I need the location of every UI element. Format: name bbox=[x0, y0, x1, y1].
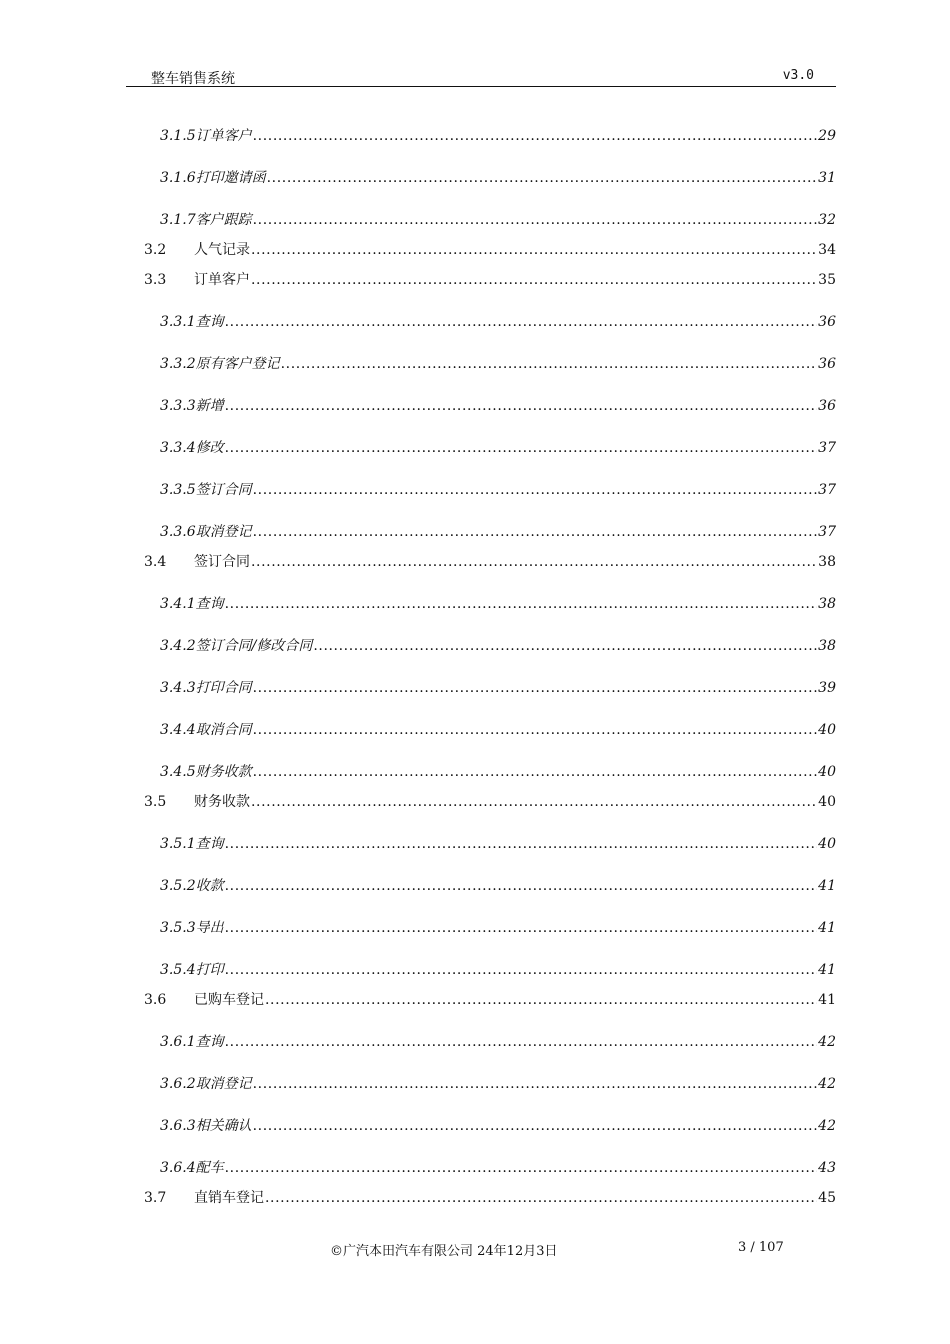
toc-entry-page: 41 bbox=[818, 962, 836, 978]
toc-leader-dots bbox=[225, 960, 818, 980]
toc-entry-page: 40 bbox=[818, 764, 836, 780]
toc-entry-number: 3.6.2 bbox=[160, 1076, 196, 1092]
toc-entry-text: 打印邀请函 bbox=[195, 170, 266, 186]
toc-entry-text: 配车 bbox=[195, 1160, 224, 1176]
toc-entry-page: 40 bbox=[818, 794, 836, 810]
toc-entry-page: 37 bbox=[818, 440, 836, 456]
toc-entry-text: 查询 bbox=[195, 1034, 224, 1050]
toc-entry-number: 3.4.2 bbox=[160, 638, 196, 654]
toc-entry-number: 3.6 bbox=[144, 992, 167, 1008]
toc-entry-text: 财务收款 bbox=[194, 794, 250, 810]
toc-leader-dots bbox=[253, 720, 818, 740]
toc-leader-dots bbox=[251, 270, 817, 290]
toc-entry-label bbox=[160, 210, 836, 230]
toc-leader-dots bbox=[225, 918, 818, 938]
toc-leader-dots bbox=[225, 876, 818, 896]
toc-leader-dots bbox=[313, 636, 817, 656]
toc-entry-label bbox=[160, 168, 836, 188]
toc-leader-dots bbox=[253, 126, 818, 146]
toc-entry-text: 订单客户 bbox=[194, 272, 250, 288]
toc-entry-text: 签订合同/修改合同 bbox=[195, 638, 313, 654]
toc-entry-page: 36 bbox=[818, 356, 836, 372]
toc-entry-number: 3.3.4 bbox=[160, 440, 196, 456]
toc-entry-label bbox=[144, 1188, 836, 1208]
toc-entry[interactable] bbox=[0, 240, 950, 260]
document-version: v3.0 bbox=[782, 68, 814, 83]
toc-entry-number: 3.5.2 bbox=[160, 878, 196, 894]
toc-entry-number: 3.1.5 bbox=[160, 128, 196, 144]
toc-entry[interactable] bbox=[0, 876, 950, 896]
toc-entry-text: 取消登记 bbox=[195, 1076, 252, 1092]
toc-entry-page: 42 bbox=[818, 1034, 836, 1050]
toc-entry-number: 3.2 bbox=[144, 242, 167, 258]
toc-entry[interactable] bbox=[0, 720, 950, 740]
toc-entry[interactable] bbox=[0, 990, 950, 1010]
toc-entry-text: 直销车登记 bbox=[194, 1190, 264, 1206]
toc-entry[interactable] bbox=[0, 1074, 950, 1094]
toc-entry-number: 3.5.4 bbox=[160, 962, 196, 978]
toc-entry-label bbox=[160, 480, 836, 500]
toc-entry-label bbox=[160, 678, 836, 698]
toc-entry-number: 3.1.7 bbox=[160, 212, 196, 228]
toc-entry-label bbox=[144, 990, 836, 1010]
toc-entry-text: 取消合同 bbox=[195, 722, 252, 738]
toc-entry-label bbox=[144, 240, 836, 260]
toc-entry[interactable] bbox=[0, 918, 950, 938]
toc-leader-dots bbox=[253, 762, 818, 782]
toc-entry-page: 41 bbox=[818, 920, 836, 936]
toc-entry-number: 3.3.2 bbox=[160, 356, 196, 372]
toc-entry-number: 3.4.3 bbox=[160, 680, 196, 696]
toc-entry-text: 签订合同 bbox=[194, 554, 250, 570]
toc-entry-page: 36 bbox=[818, 398, 836, 414]
page-footer bbox=[0, 1240, 950, 1260]
toc-entry[interactable] bbox=[0, 1188, 950, 1208]
toc-entry-label bbox=[144, 270, 836, 290]
toc-entry-number: 3.5.3 bbox=[160, 920, 196, 936]
toc-leader-dots bbox=[281, 354, 818, 374]
toc-entry-label bbox=[160, 1032, 836, 1052]
toc-entry-page: 38 bbox=[818, 554, 836, 570]
toc-entry-label bbox=[160, 354, 836, 374]
toc-entry-text: 导出 bbox=[195, 920, 224, 936]
toc-leader-dots bbox=[253, 1116, 818, 1136]
toc-entry-page: 45 bbox=[818, 1190, 836, 1206]
toc-entry-page: 41 bbox=[818, 992, 836, 1008]
toc-entry-number: 3.4.5 bbox=[160, 764, 196, 780]
toc-entry-number: 3.6.4 bbox=[160, 1160, 196, 1176]
toc-entry-text: 签订合同 bbox=[195, 482, 252, 498]
toc-leader-dots bbox=[251, 792, 817, 812]
toc-entry-page: 43 bbox=[818, 1160, 836, 1176]
toc-entry-page: 37 bbox=[818, 524, 836, 540]
toc-entry[interactable] bbox=[0, 480, 950, 500]
toc-entry-text: 打印 bbox=[195, 962, 224, 978]
toc-entry[interactable] bbox=[0, 960, 950, 980]
toc-entry[interactable] bbox=[0, 210, 950, 230]
toc-entry-text: 取消登记 bbox=[195, 524, 252, 540]
toc-entry-label bbox=[160, 522, 836, 542]
toc-entry-text: 人气记录 bbox=[194, 242, 250, 258]
toc-entry[interactable] bbox=[0, 552, 950, 572]
toc-entry-number: 3.3 bbox=[144, 272, 167, 288]
toc-leader-dots bbox=[225, 1158, 818, 1178]
toc-entry-number: 3.3.1 bbox=[160, 314, 196, 330]
toc-entry[interactable] bbox=[0, 636, 950, 656]
toc-entry-page: 37 bbox=[818, 482, 836, 498]
toc-entry[interactable] bbox=[0, 396, 950, 416]
toc-entry-text: 原有客户登记 bbox=[195, 356, 280, 372]
toc-leader-dots bbox=[253, 480, 818, 500]
toc-entry[interactable] bbox=[0, 678, 950, 698]
toc-entry-number: 3.3.6 bbox=[160, 524, 196, 540]
toc-entry-label bbox=[160, 834, 836, 854]
toc-entry-number: 3.7 bbox=[144, 1190, 167, 1206]
toc-entry-number: 3.3.3 bbox=[160, 398, 196, 414]
toc-leader-dots bbox=[253, 210, 818, 230]
toc-entry-text: 查询 bbox=[195, 596, 224, 612]
toc-entry-text: 订单客户 bbox=[195, 128, 252, 144]
toc-entry[interactable] bbox=[0, 1032, 950, 1052]
toc-entry-text: 修改 bbox=[195, 440, 224, 456]
toc-leader-dots bbox=[225, 1032, 818, 1052]
toc-entry-label bbox=[160, 918, 836, 938]
toc-leader-dots bbox=[265, 990, 817, 1010]
toc-entry-text: 查询 bbox=[195, 314, 224, 330]
toc-entry[interactable] bbox=[0, 438, 950, 458]
toc-leader-dots bbox=[267, 168, 818, 188]
toc-entry-label bbox=[144, 792, 836, 812]
toc-entry-number: 3.6.3 bbox=[160, 1118, 196, 1134]
toc-entry-label bbox=[160, 438, 836, 458]
toc-leader-dots bbox=[251, 240, 817, 260]
toc-entry-page: 36 bbox=[818, 314, 836, 330]
toc-entry-label bbox=[160, 312, 836, 332]
toc-entry-number: 3.4.1 bbox=[160, 596, 196, 612]
toc-entry-number: 3.1.6 bbox=[160, 170, 196, 186]
toc-entry-text: 已购车登记 bbox=[194, 992, 264, 1008]
toc-entry[interactable] bbox=[0, 126, 950, 146]
toc-entry-number: 3.3.5 bbox=[160, 482, 196, 498]
toc-entry-page: 40 bbox=[818, 836, 836, 852]
toc-entry-label bbox=[160, 720, 836, 740]
toc-entry-page: 42 bbox=[818, 1118, 836, 1134]
toc-entry-label bbox=[160, 1158, 836, 1178]
toc-entry[interactable] bbox=[0, 312, 950, 332]
toc-entry-number: 3.4 bbox=[144, 554, 167, 570]
toc-entry-text: 打印合同 bbox=[195, 680, 252, 696]
toc-leader-dots bbox=[253, 678, 818, 698]
toc-entry-label bbox=[160, 762, 836, 782]
toc-entry-page: 38 bbox=[818, 638, 836, 654]
toc-entry-page: 32 bbox=[818, 212, 836, 228]
toc-entry[interactable] bbox=[0, 594, 950, 614]
toc-entry-label bbox=[160, 636, 836, 656]
toc-entry-number: 3.4.4 bbox=[160, 722, 196, 738]
toc-entry[interactable] bbox=[0, 834, 950, 854]
toc-leader-dots bbox=[225, 594, 818, 614]
toc-leader-dots bbox=[225, 834, 818, 854]
toc-entry-text: 客户跟踪 bbox=[195, 212, 252, 228]
toc-entry-page: 38 bbox=[818, 596, 836, 612]
toc-entry-label bbox=[160, 960, 836, 980]
toc-entry-text: 查询 bbox=[195, 836, 224, 852]
toc-leader-dots bbox=[225, 396, 818, 416]
toc-entry[interactable] bbox=[0, 168, 950, 188]
toc-entry-page: 29 bbox=[818, 128, 836, 144]
toc-leader-dots bbox=[251, 552, 817, 572]
toc-entry-label bbox=[144, 552, 836, 572]
toc-leader-dots bbox=[265, 1188, 817, 1208]
toc-leader-dots bbox=[225, 438, 818, 458]
toc-entry-page: 41 bbox=[818, 878, 836, 894]
toc-entry[interactable] bbox=[0, 762, 950, 782]
toc-entry-label bbox=[160, 876, 836, 896]
toc-entry-page: 39 bbox=[818, 680, 836, 696]
toc-entry-text: 新增 bbox=[195, 398, 224, 414]
toc-entry[interactable] bbox=[0, 522, 950, 542]
toc-entry-page: 40 bbox=[818, 722, 836, 738]
toc-entry-label bbox=[160, 126, 836, 146]
toc-entry-number: 3.5 bbox=[144, 794, 167, 810]
toc-entry-label bbox=[160, 1116, 836, 1136]
footer-page-indicator: 3 / 107 bbox=[738, 1240, 784, 1255]
toc-entry-text: 收款 bbox=[195, 878, 224, 894]
toc-entry-label bbox=[160, 1074, 836, 1094]
footer-copyright: ©广汽本田汽车有限公司 24年12月3日 bbox=[330, 1244, 558, 1259]
document-title: 整车销售系统 bbox=[151, 71, 235, 87]
toc-entry-page: 35 bbox=[818, 272, 836, 288]
toc-entry[interactable] bbox=[0, 1116, 950, 1136]
toc-entry-number: 3.6.1 bbox=[160, 1034, 196, 1050]
toc-entry-label bbox=[160, 396, 836, 416]
toc-leader-dots bbox=[253, 522, 818, 542]
toc-entry-text: 相关确认 bbox=[195, 1118, 252, 1134]
toc-entry[interactable] bbox=[0, 354, 950, 374]
toc-entry-text: 财务收款 bbox=[195, 764, 252, 780]
toc-leader-dots bbox=[225, 312, 818, 332]
toc-entry[interactable] bbox=[0, 1158, 950, 1178]
toc-entry-label bbox=[160, 594, 836, 614]
toc-entry-page: 31 bbox=[818, 170, 836, 186]
toc-leader-dots bbox=[253, 1074, 818, 1094]
toc-entry[interactable] bbox=[0, 792, 950, 812]
toc-entry-page: 42 bbox=[818, 1076, 836, 1092]
toc-entry-page: 34 bbox=[818, 242, 836, 258]
toc-entry-number: 3.5.1 bbox=[160, 836, 196, 852]
toc-entry[interactable] bbox=[0, 270, 950, 290]
